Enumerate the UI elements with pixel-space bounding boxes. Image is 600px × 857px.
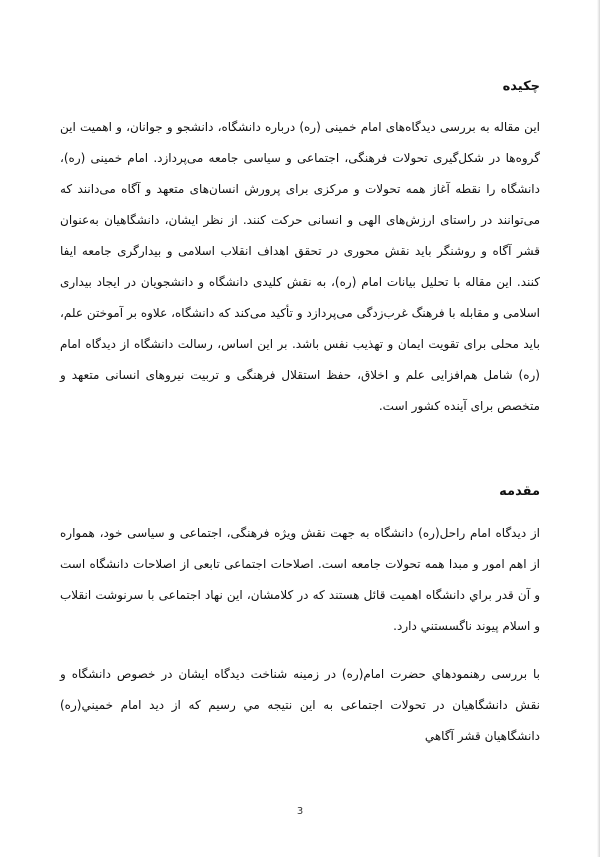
abstract-paragraph: این مقاله به بررسی دیدگاه‌های امام خمینی (ره) درباره دانشگاه، دانشجو و جوانان، و اهمیت این گروه‌ها در شکل‌گیری تحولات فرهنگی، اجتماعی و سیاسی جامعه می‌پردازد. امام خمینی (ره)، دانشگاه را نقطه آغاز همه تحولات و مرکزی برای پرورش انسان‌های متعهد و آگاه می‌دانند که می‌توانند در راستای ارزش‌های الهی و انسانی حرکت کنند. از نظر ایشان، دانشگاهیان به‌عنوان قشر آگاه و روشنگر باید نقش محوری در تحقق اهداف انقلاب اسلامی و بیدارگری جامعه ایفا کنند. این مقاله با تحلیل بیانات امام (ره)، به نقش کلیدی دانشگاه و دانشجویان در ایجاد بیداری اسلامی و مقابله با فرهنگ غرب‌زدگی می‌پردازد و تأکید می‌کند که دانشگاه، علاوه بر آموختن علم، باید محلی برای تقویت ایمان و تهذیب نفس باشد. بر این اساس، رسالت دانشگاه از دیدگاه امام (ره) شامل هم‌افزایی علم و اخلاق، حفظ استقلال فرهنگی و تربیت نیروهای انسانی متعهد و متخصص برای آینده کشور است. — [60, 120, 540, 413]
introduction-paragraph-1: از دیدگاه امام راحل(ره) دانشگاه به جهت نقش ویژه فرهنگی، اجتماعی و سیاسی خود، همواره از اهم امور و مبدا همه تحولات جامعه است. اصلاحات اجتماعی تابعی از اصلاحات دانشگاه است و آن قدر براي دانشگاه اهمیت قائل هستند که در کلامشان، این نهاد اجتماعی با سرنوشت انقلاب و اسلام پیوند ناگسستني دارد. — [60, 526, 540, 633]
introduction-paragraph-2: با بررسی رهنمودهاي حضرت امام(ره) در زمینه شناخت دیدگاه ایشان در خصوص دانشگاه و نقش دانشگاهیان در تحولات اجتماعی به این نتیجه مي رسیم که از دید امام خميني(ره) دانشگاهیان قشر آگاهي — [60, 667, 540, 743]
page-number: 3 — [296, 806, 304, 817]
abstract-heading: چکیده — [502, 79, 540, 94]
introduction-heading: مقدمه — [499, 484, 540, 499]
